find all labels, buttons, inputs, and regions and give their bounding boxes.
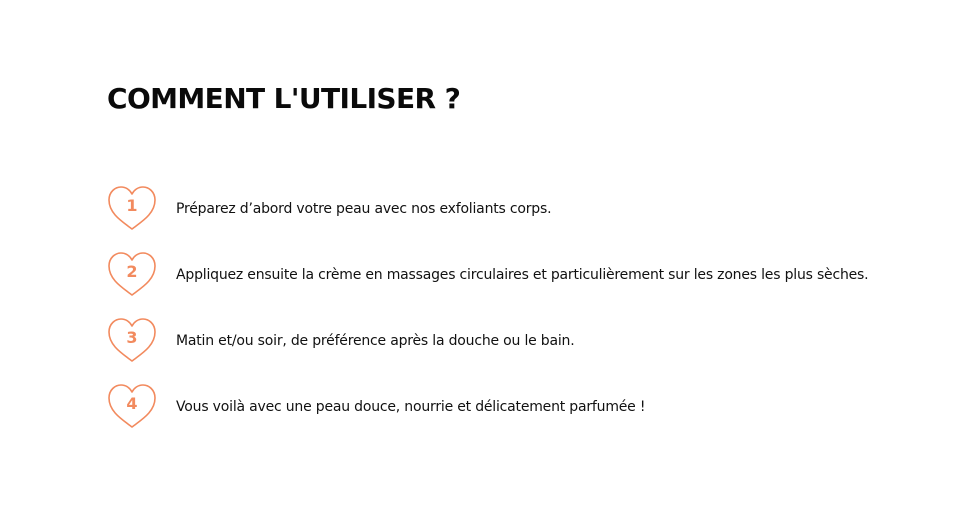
step-item (107, 374, 868, 440)
step-item (107, 308, 868, 374)
step-item (107, 176, 868, 242)
step-text: Préparez d’abord votre peau avec nos exfoliants corps. (176, 201, 552, 217)
step-number: 3 (126, 328, 138, 347)
step-text: Vous voilà avec une peau douce, nourrie et délicatement parfumée ! (176, 399, 646, 415)
heart-icon (107, 185, 157, 233)
section-title: COMMENT L'UTILISER ? (107, 82, 461, 115)
step-text: Appliquez ensuite la crème en massages circulaires et particulièrement sur les zones les plus sèches. (176, 267, 869, 283)
steps-list (107, 176, 868, 440)
step-number: 4 (126, 394, 138, 413)
step-number: 1 (126, 196, 138, 215)
heart-icon (107, 317, 157, 365)
step-number: 2 (126, 262, 138, 281)
heart-icon (107, 383, 157, 431)
step-text: Matin et/ou soir, de préférence après la douche ou le bain. (176, 333, 575, 349)
step-item (107, 242, 868, 308)
heart-icon (107, 251, 157, 299)
